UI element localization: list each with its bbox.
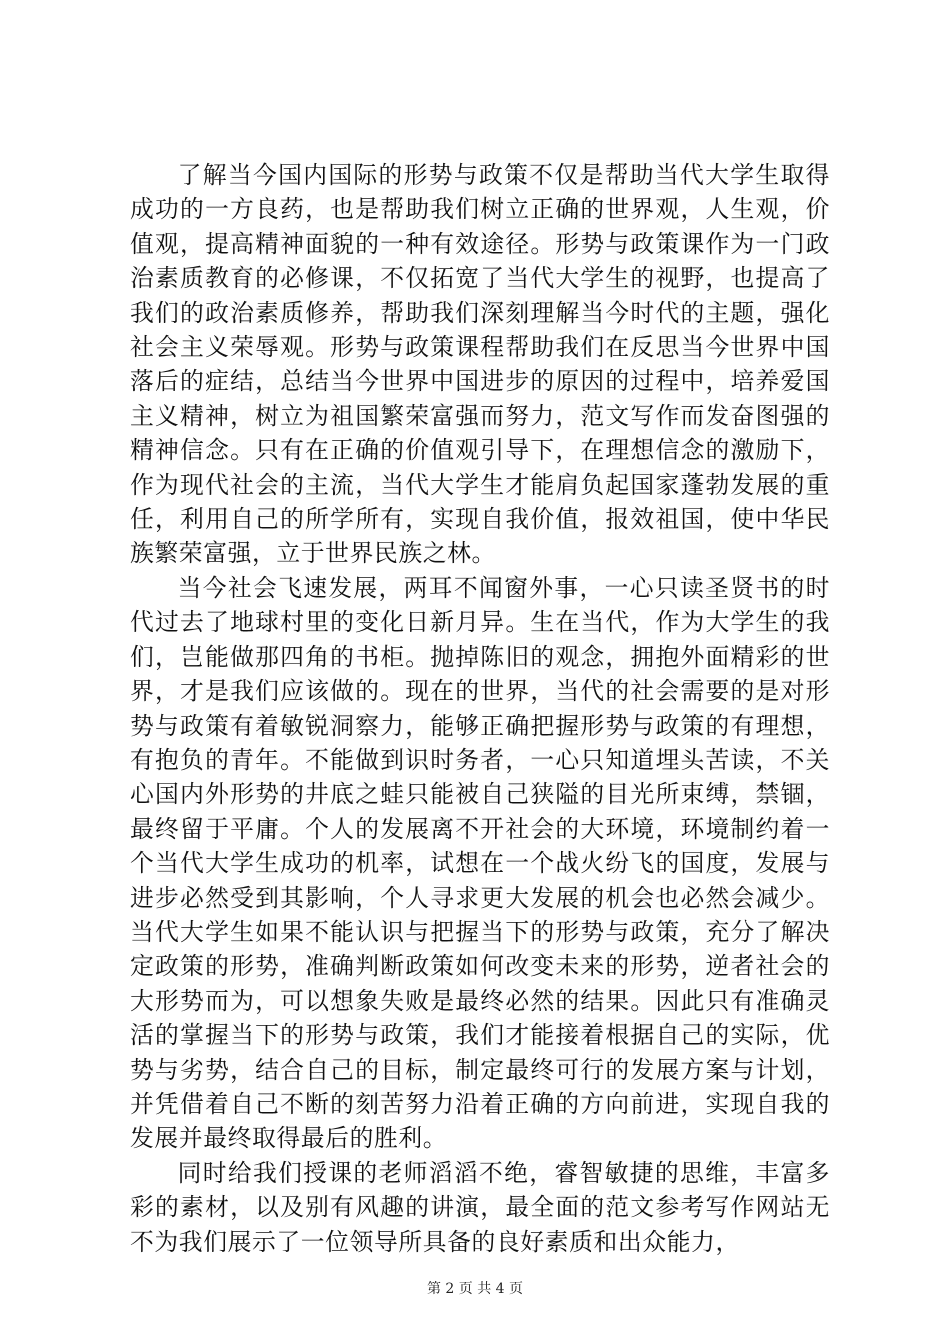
page-footer <box>0 1279 950 1299</box>
paragraph-2: 当今社会飞速发展，两耳不闻窗外事，一心只读圣贤书的时代过去了地球村里的变化日新月异。生在当代，作为大学生的我们，岂能做那四角的书柜。抛掉陈旧的观念，拥抱外面精彩的世界，才是我们应该做的。现在的世界，当代的社会需要的是对形势与政策有着敏锐洞察力，能够正确把握形势与政策的有理想，有抱负的青年。不能做到识时务者，一心只知道埋头苦读，不关心国内外形势的井底之蛙只能被自己狭隘的目光所束缚，禁锢，最终留于平庸。个人的发展离不开社会的大环境，环境制约着一个当代大学生成功的机率，试想在一个战火纷飞的国度，发展与进步必然受到其影响，个人寻求更大发展的机会也必然会减少。当代大学生如果不能认识与把握当下的形势与政策，充分了解决定政策的形势，准确判断政策如何改变未来的形势，逆者社会的大形势而为，可以想象失败是最终必然的结果。因此只有准确灵活的掌握当下的形势与政策，我们才能接着根据自己的实际，优势与劣势，结合自己的目标，制定最终可行的发展方案与计划，并凭借着自己不断的刻苦努力沿着正确的方向前进，实现自我的发展并最终取得最后的胜利。 <box>130 573 830 1153</box>
paragraph-3: 同时给我们授课的老师滔滔不绝，睿智敏捷的思维，丰富多彩的素材，以及别有风趣的讲演，最全面的范文参考写作网站无不为我们展示了一位领导所具备的良好素质和出众能力， <box>130 1158 830 1256</box>
document-body <box>130 158 830 1259</box>
paragraph-1: 了解当今国内国际的形势与政策不仅是帮助当代大学生取得成功的一方良药，也是帮助我们树立正确的世界观，人生观，价值观，提高精神面貌的一种有效途径。形势与政策课作为一门政治素质教育的必修课，不仅拓宽了当代大学生的视野，也提高了我们的政治素质修养，帮助我们深刻理解当今时代的主题，强化社会主义荣辱观。形势与政策课程帮助我们在反思当今世界中国落后的症结，总结当今世界中国进步的原因的过程中，培养爱国主义精神，树立为祖国繁荣富强而努力，范文写作而发奋图强的精神信念。只有在正确的价值观引导下，在理想信念的激励下，作为现代社会的主流，当代大学生才能肩负起国家蓬勃发展的重任，利用自己的所学所有，实现自我价值，报效祖国，使中华民族繁荣富强，立于世界民族之林。 <box>130 161 830 568</box>
page-number-indicator: 第 2 页 共 4 页 <box>426 1281 524 1297</box>
